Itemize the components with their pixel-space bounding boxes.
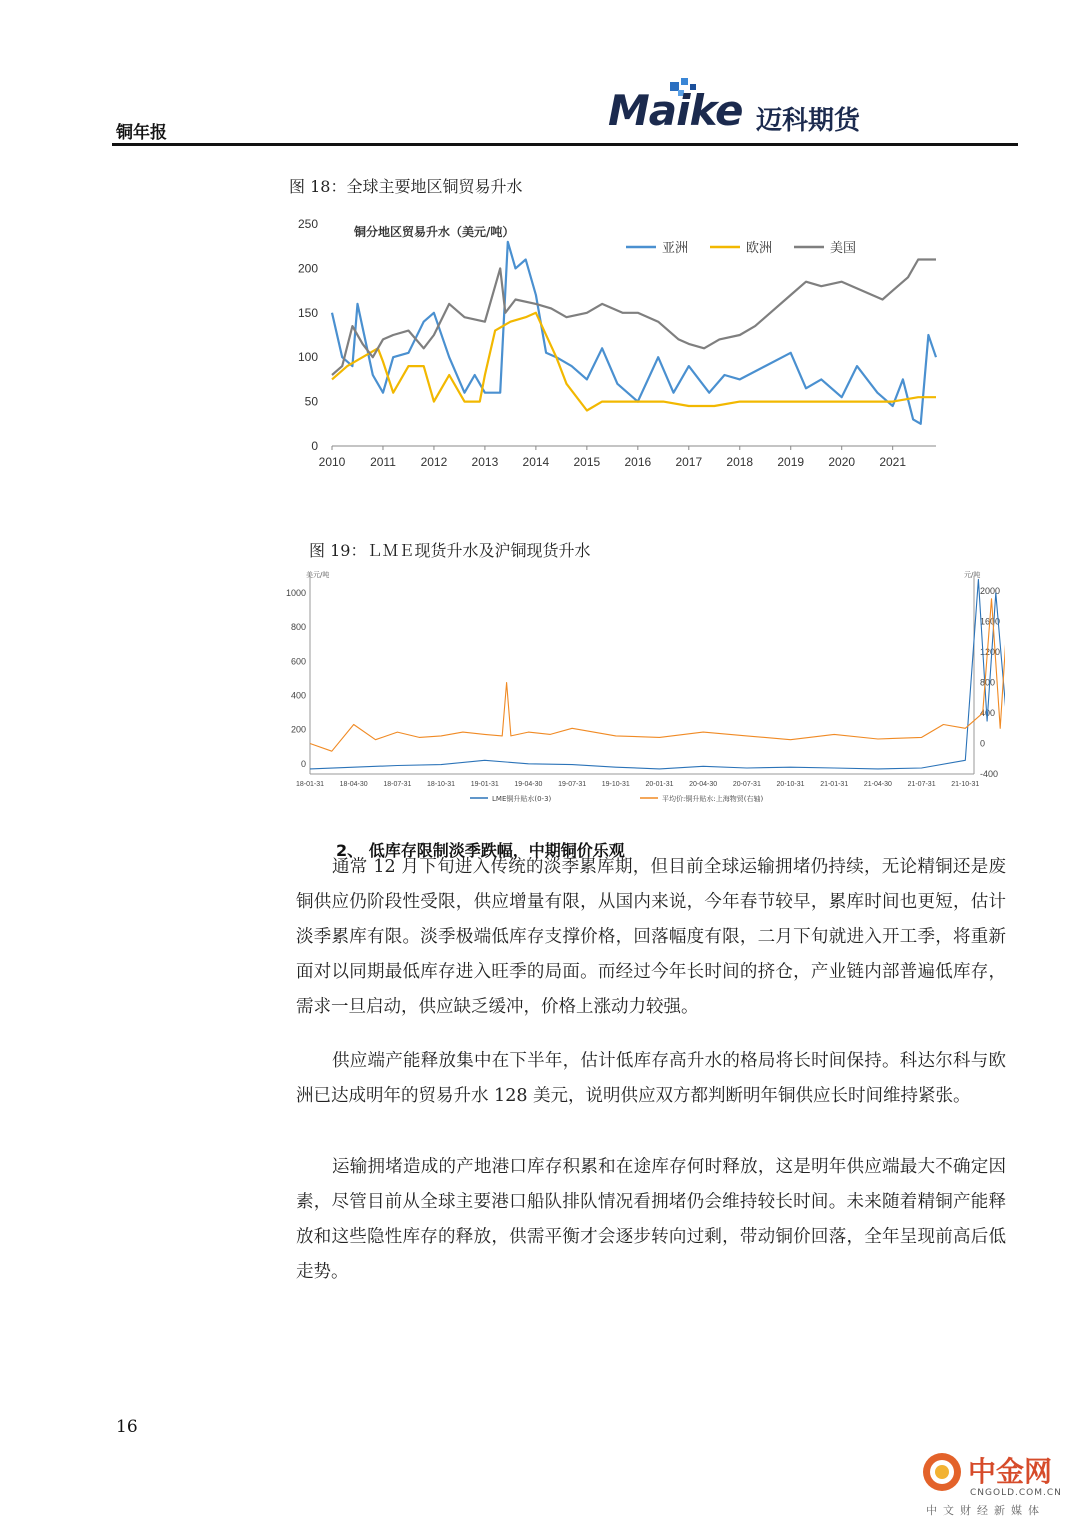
x-tick-label: 2010	[318, 455, 346, 469]
series-line-lme	[310, 579, 1005, 769]
right-tick-label: 1600	[980, 616, 1001, 627]
paragraph-3: 运输拥堵造成的产地港口库存积累和在途库存何时释放，这是明年供应端最大不确定因素，尽管目前从全球主要港口船队排队情况看拥堵仍会维持较长时间。未来随着精铜产能释放和这些隐性库存的释放，供需平衡才会逐步转向过剩，带动铜价回落，全年呈现前高后低走势。	[296, 1157, 1006, 1282]
paragraph-1: 通常 12 月下旬进入传统的淡季累库期，但目前全球运输拥堵仍持续，无论精铜还是废铜供应仍阶段性受限，供应增量有限，从国内来说，今年春节较早，累库时间也更短，估计淡季累库有限。淡季极端低库存支撑价格，回落幅度有限，二月下旬就进入开工季，将重新面对以同期最低库存进入旺季的局面。而经过今年长时间的挤仓，产业链内部普遍低库存，需求一旦启动，供应缺乏缓冲，价格上涨动力较强。	[296, 857, 1006, 1017]
series-line-亚洲	[332, 242, 936, 424]
x-tick-label: 19-10-31	[601, 781, 630, 788]
figure-19-chart	[280, 566, 1005, 806]
x-tick-label: 20-10-31	[776, 781, 805, 788]
x-tick-label: 21-07-31	[907, 781, 936, 788]
right-tick-label: 2000	[980, 586, 1001, 597]
logo-latin: Maike	[608, 86, 743, 135]
x-tick-label: 2014	[522, 455, 550, 469]
y-tick-label: 200	[297, 261, 318, 276]
legend-label: 美国	[830, 241, 857, 256]
x-tick-label: 21-10-31	[951, 781, 980, 788]
legend-label: 平均价:铜升贴水:上海物贸(右轴)	[662, 795, 764, 803]
left-tick-label: 600	[290, 656, 306, 667]
right-tick-label: 1200	[980, 647, 1001, 658]
left-tick-label: 1000	[285, 588, 306, 599]
y-tick-label: 0	[311, 439, 318, 453]
series-line-欧洲	[332, 313, 936, 411]
x-tick-label: 2021	[879, 455, 907, 469]
watermark-domain: CNGOLD.COM.CN	[970, 1488, 1062, 1498]
right-tick-label: 0	[980, 738, 986, 749]
x-tick-label: 19-01-31	[470, 781, 499, 788]
x-tick-label: 21-04-30	[863, 781, 892, 788]
x-tick-label: 2015	[573, 455, 601, 469]
right-tick-label: 400	[980, 708, 996, 719]
right-tick-label: 800	[980, 677, 996, 688]
page-number: 16	[116, 1417, 138, 1437]
x-tick-label: 2011	[370, 455, 396, 469]
x-tick-label: 18-01-31	[295, 781, 325, 788]
x-tick-label: 2013	[471, 455, 499, 469]
company-logo	[604, 78, 894, 136]
x-tick-label: 2018	[726, 455, 754, 469]
figure-18-caption: 图 18：全球主要地区铜贸易升水	[289, 177, 523, 196]
left-unit: 美元/吨	[306, 571, 330, 579]
x-tick-label: 18-10-31	[427, 781, 456, 788]
left-tick-label: 0	[300, 758, 306, 769]
watermark-name: 中金网	[968, 1455, 1053, 1488]
legend-label: 亚洲	[662, 241, 689, 256]
y-tick-label: 250	[297, 217, 318, 231]
x-tick-label: 2016	[624, 455, 652, 469]
left-tick-label: 800	[290, 622, 306, 633]
watermark-slogan: 中文财经新媒体	[926, 1504, 1045, 1517]
x-tick-label: 2020	[828, 455, 856, 469]
cngold-watermark	[918, 1448, 1068, 1520]
x-tick-label: 20-04-30	[689, 781, 718, 788]
x-tick-label: 21-01-31	[820, 781, 849, 788]
left-tick-label: 400	[290, 690, 306, 701]
figure-18-chart	[288, 208, 948, 488]
x-tick-label: 19-04-30	[514, 781, 543, 788]
series-line-shanghai	[310, 591, 1005, 751]
report-title: 铜年报	[116, 123, 167, 143]
chart-title: 铜分地区贸易升水（美元/吨）	[354, 225, 515, 239]
series-line-美国	[332, 260, 936, 376]
right-tick-label: -400	[980, 769, 999, 779]
header-rule	[112, 143, 1018, 146]
x-tick-label: 2012	[420, 455, 448, 469]
x-tick-label: 18-04-30	[339, 781, 368, 788]
x-tick-label: 20-07-31	[732, 781, 761, 788]
x-tick-label: 19-07-31	[558, 781, 587, 788]
logo-cn: 迈科期货	[756, 106, 861, 136]
legend-label: 欧洲	[746, 241, 773, 256]
right-unit: 元/吨	[964, 571, 981, 579]
paragraph-2: 供应端产能释放集中在下半年，估计低库存高升水的格局将长时间保持。科达尔科与欧洲已达成明年的贸易升水 128 美元，说明供应双方都判断明年铜供应长时间维持紧张。	[296, 1051, 1006, 1106]
x-tick-label: 2017	[675, 455, 703, 469]
left-tick-label: 200	[290, 724, 306, 735]
y-tick-label: 50	[304, 394, 318, 409]
y-tick-label: 100	[297, 350, 318, 365]
legend-label: LME铜升贴水(0-3)	[492, 795, 552, 803]
x-tick-label: 18-07-31	[383, 781, 412, 788]
x-tick-label: 20-01-31	[645, 781, 674, 788]
section-heading: 2、 低库存限制淡季跌幅，中期铜价乐观	[336, 841, 625, 860]
y-tick-label: 150	[297, 305, 318, 320]
x-tick-label: 2019	[777, 455, 805, 469]
figure-19-caption: 图 19：ＬＭＥ现货升水及沪铜现货升水	[309, 541, 591, 560]
